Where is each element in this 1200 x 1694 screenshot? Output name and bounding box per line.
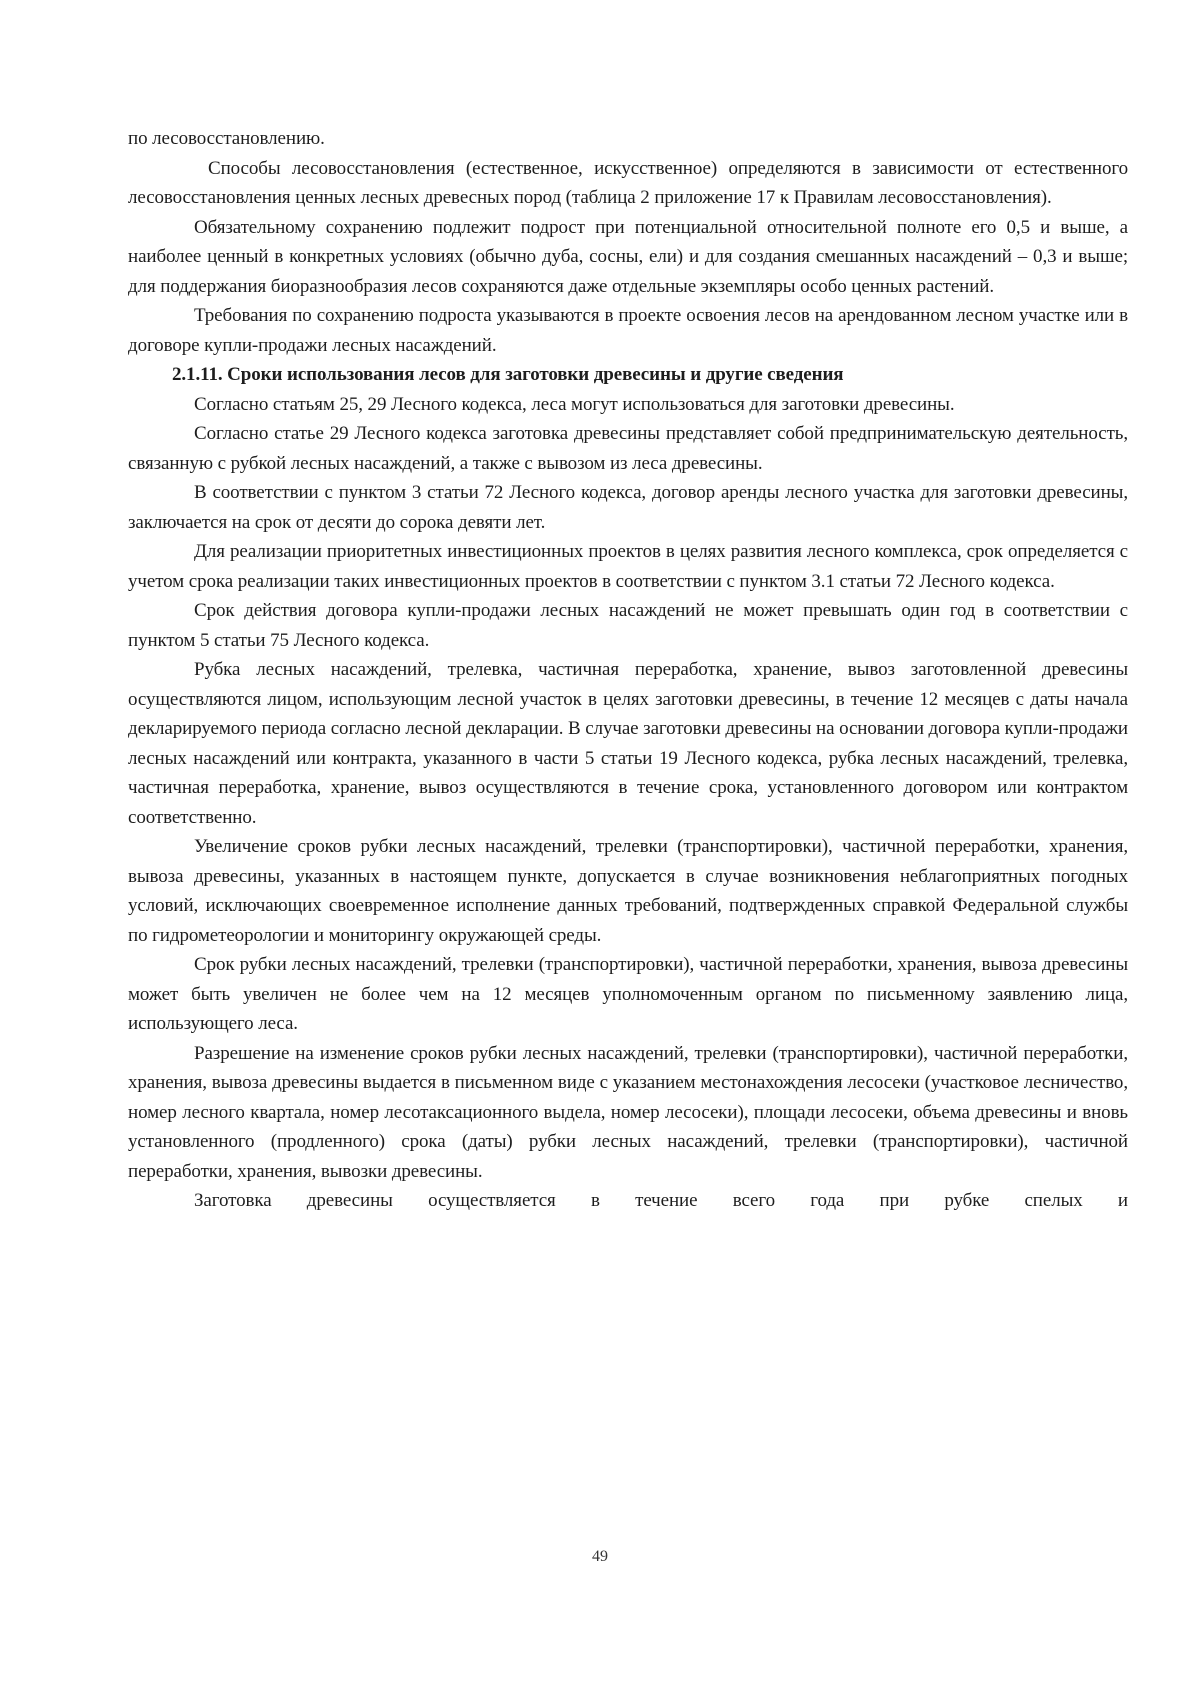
- paragraph: Требования по сохранению подроста указываются в проекте освоения лесов на арендованном лесном участке или в договоре купли-продажи лесных насаждений.: [128, 305, 1128, 356]
- paragraph: Для реализации приоритетных инвестиционных проектов в целях развития лесного комплекса, срок определяется с учетом срока реализации таких инвестиционных проектов в соответствии с пунктом 3.1 статьи 72 Лесного кодекса.: [128, 541, 1128, 592]
- paragraph: Рубка лесных насаждений, трелевка, частичная переработка, хранение, вывоз заготовленной древесины осуществляются лицом, использующим лесной участок в целях заготовки древесины, в течение 12 месяцев с даты начала декларируемого периода согласно лесной декларации. В случае заготовки древесины на основании договора купли-продажи лесных насаждений или контракта, указанного в части 5 статьи 19 Лесного кодекса, рубка лесных насаждений, трелевка, частичная переработка, хранение, вывоз осуществляются в течение срока, установленного договором или контрактом соответственно.: [128, 659, 1128, 828]
- paragraph: по лесовосстановлению.: [128, 128, 325, 149]
- paragraph: Срок действия договора купли-продажи лесных насаждений не может превышать один год в соответствии с пунктом 5 статьи 75 Лесного кодекса.: [128, 600, 1128, 651]
- paragraph: Способы лесовосстановления (естественное, искусственное) определяются в зависимости от естественного лесовосстановления ценных лесных древесных пород (таблица 2 приложение 17 к Правилам лесовосстановления).: [128, 157, 1128, 208]
- section-heading: 2.1.11. Сроки использования лесов для заготовки древесины и другие сведения: [172, 364, 844, 385]
- paragraph: Согласно статье 29 Лесного кодекса заготовка древесины представляет собой предпринимательскую деятельность, связанную с рубкой лесных насаждений, а также с вывозом из леса древесины.: [128, 423, 1128, 474]
- paragraph: Обязательному сохранению подлежит подрост при потенциальной относительной полноте его 0,5 и выше, а наиболее ценный в конкретных условиях (обычно дуба, сосны, ели) и для создания смешанных насаждений – 0,3 и выше; для поддержания биоразнообразия лесов сохраняются даже отдельные экземпляры особо ценных растений.: [128, 216, 1128, 297]
- paragraph: Срок рубки лесных насаждений, трелевки (транспортировки), частичной переработки, хранения, вывоза древесины может быть увеличен не более чем на 12 месяцев уполномоченным органом по письменному заявлению лица, использующего леса.: [128, 954, 1128, 1034]
- page-number: 49: [592, 1548, 608, 1565]
- page-body: [128, 124, 1128, 1216]
- paragraph: Заготовка древесины осуществляется в течение всего года при рубке спелых и: [194, 1190, 1128, 1211]
- paragraph: Разрешение на изменение сроков рубки лесных насаждений, трелевки (транспортировки), частичной переработки, хранения, вывоза древесины выдается в письменном виде с указанием местонахождения лесосеки (участковое лесничество, номер лесного квартала, номер лесотаксационного выдела, номер лесосеки), площади лесосеки, объема древесины и вновь установленного (продленного) срока (даты) рубки лесных насаждений, трелевки (транспортировки), частичной переработки, хранения, вывозки древесины.: [128, 1042, 1128, 1182]
- paragraph: Согласно статьям 25, 29 Лесного кодекса, леса могут использоваться для заготовки древесины.: [194, 393, 955, 415]
- paragraph: В соответствии с пунктом 3 статьи 72 Лесного кодекса, договор аренды лесного участка для заготовки древесины, заключается на срок от десяти до сорока девяти лет.: [128, 482, 1128, 533]
- paragraph: Увеличение сроков рубки лесных насаждений, трелевки (транспортировки), частичной переработки, хранения, вывоза древесины, указанных в настоящем пункте, допускается в случае возникновения неблагоприятных погодных условий, исключающих своевременное исполнение данных требований, подтвержденных справкой Федеральной службы по гидрометеорологии и мониторингу окружающей среды.: [128, 836, 1128, 946]
